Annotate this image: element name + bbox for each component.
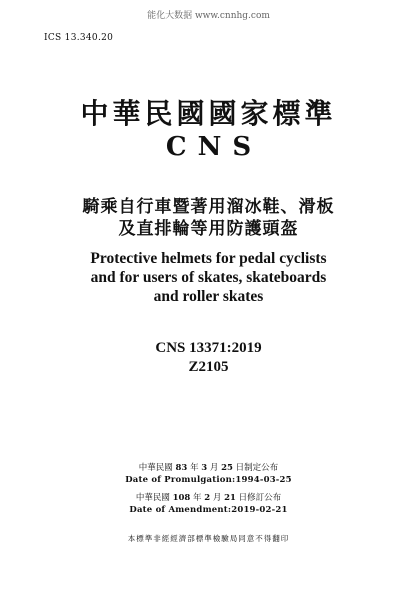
english-title-line-3: and roller skates — [153, 288, 264, 305]
amendment-day: 21 — [224, 493, 236, 503]
copyright-notice: 本標準非經經濟部標準檢驗局同意不得翻印 — [127, 534, 290, 543]
ics-code: ICS 13.340.20 — [44, 33, 114, 43]
promulgation-suffix: 日制定公布 — [235, 463, 279, 473]
classification-code: Z2105 — [188, 359, 229, 375]
promulgation-date-zh — [0, 461, 417, 473]
amendment-suffix: 日修訂公布 — [238, 493, 282, 503]
amendment-prefix: 中華民國 — [135, 493, 170, 503]
english-title-line-2: and for users of skates, skateboards — [90, 269, 327, 286]
amendment-date-zh — [0, 491, 417, 503]
standard-body-title: 中華民國國家標準 — [80, 97, 337, 130]
cns-label: CNS — [165, 132, 263, 162]
promulgation-date-en: Date of Promulgation:1994-03-25 — [125, 475, 292, 485]
chinese-title-line-1: 騎乘自行車暨著用溜冰鞋、滑板 — [82, 197, 335, 217]
standard-number: CNS 13371:2019 — [155, 340, 262, 356]
amendment-year-unit: 年 — [193, 493, 202, 503]
amendment-month: 2 — [204, 493, 211, 503]
chinese-title-line-2: 及直排輪等用防護頭盔 — [118, 219, 299, 239]
amendment-date-en: Date of Amendment:2019-02-21 — [129, 505, 288, 515]
english-title-line-1: Protective helmets for pedal cyclists — [90, 250, 327, 267]
promulgation-day: 25 — [221, 463, 233, 473]
promulgation-month-unit: 月 — [209, 463, 219, 473]
promulgation-year: 83 — [175, 463, 188, 473]
amendment-month-unit: 月 — [212, 493, 222, 503]
promulgation-prefix: 中華民國 — [138, 463, 173, 473]
amendment-year: 108 — [172, 493, 191, 503]
promulgation-month: 3 — [201, 463, 208, 473]
promulgation-year-unit: 年 — [190, 463, 199, 473]
watermark-text: 能化大数据 www.cnnhg.com — [147, 11, 270, 21]
